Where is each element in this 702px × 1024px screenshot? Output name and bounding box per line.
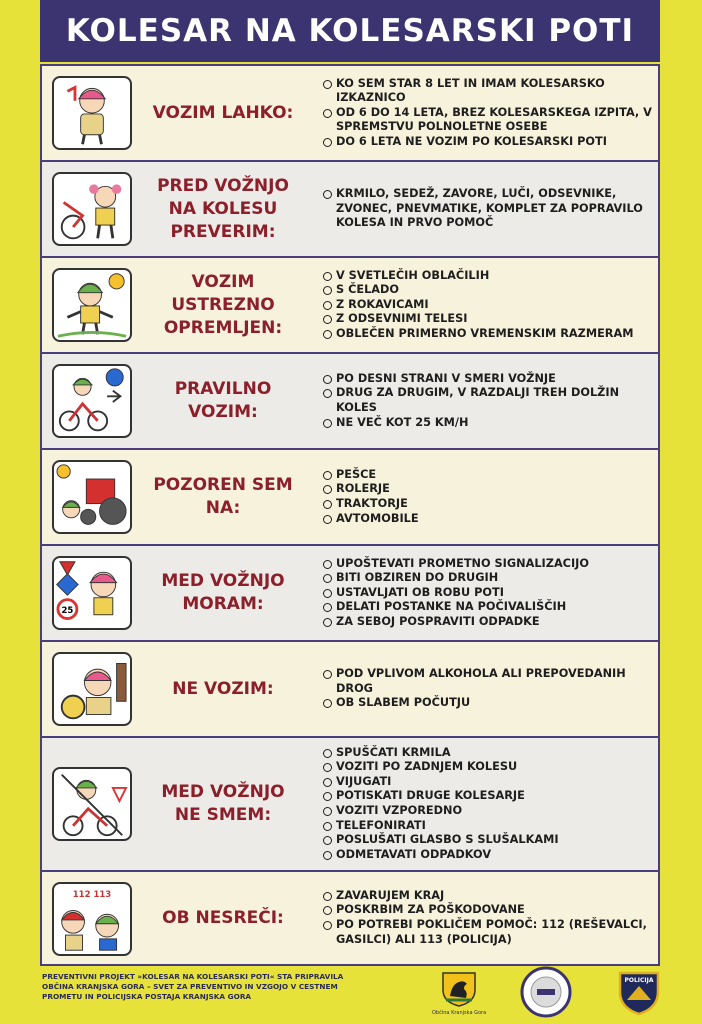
- section-item: OB SLABEM POČUTJU: [322, 696, 656, 711]
- section-label-line: NE SMEM:: [174, 805, 272, 825]
- section-label-line: NA:: [205, 498, 241, 518]
- section-label-line: PREVERIM:: [170, 221, 276, 242]
- section-item: POTISKATI DRUGE KOLESARJE: [322, 789, 656, 804]
- section-label: [138, 738, 308, 870]
- section-item: S ČELADO: [322, 283, 656, 298]
- preventive-badge-icon: [520, 966, 572, 1018]
- police-shield-icon: [617, 970, 661, 1016]
- section-item: AVTOMOBILE: [322, 512, 656, 527]
- section-pictogram-icon: [52, 268, 132, 342]
- section-item: ZAVARUJEM KRAJ: [322, 889, 656, 904]
- section-item: OD 6 DO 14 LETA, BREZ KOLESARSKEGA IZPITA, V SPREMSTVU POLNOLETNE OSEBE: [322, 106, 656, 135]
- section-item: TELEFONIRATI: [322, 819, 656, 834]
- section-item: DRUG ZA DRUGIM, V RAZDALJI TREH DOLŽIN KOLES: [322, 386, 656, 415]
- section-items: [322, 872, 656, 964]
- police-logo-text: POLICIJA: [624, 977, 654, 984]
- section-items: [322, 258, 656, 352]
- section-row: [40, 640, 660, 736]
- section-label-line: VOZIM: [191, 271, 255, 292]
- section-item: ODMETAVATI ODPADKOV: [322, 848, 656, 863]
- kranjska-gora-crest-logo: [432, 970, 486, 1016]
- section-pictogram-icon: [52, 767, 132, 841]
- section-pictogram-icon: [52, 76, 132, 150]
- section-item: KO SEM STAR 8 LET IN IMAM KOLESARSKO IZKAZNICO: [322, 77, 656, 106]
- poster: [40, 0, 660, 960]
- section-items: [322, 738, 656, 870]
- svg-text:25: 25: [61, 605, 74, 616]
- section-row: [40, 256, 660, 352]
- section-label-line: PRAVILNO: [174, 379, 272, 399]
- section-label-line: USTREZNO: [171, 294, 275, 315]
- section-item: OBLEČEN PRIMERNO VREMENSKIM RAZMERAM: [322, 327, 656, 342]
- section-items: [322, 450, 656, 544]
- section-item: POD VPLIVOM ALKOHOLA ALI PREPOVEDANIH DROG: [322, 667, 656, 696]
- crest-caption: Občina Kranjska Gora: [432, 1010, 487, 1016]
- section-label-line: OPREMLJEN:: [163, 317, 283, 338]
- preventive-council-logo: [520, 966, 572, 1018]
- section-label-line: MORAM:: [182, 594, 264, 614]
- section-item: PO DESNI STRANI V SMERI VOŽNJE: [322, 372, 656, 387]
- section-label: [138, 162, 308, 256]
- section-item: UPOŠTEVATI PROMETNO SIGNALIZACIJO: [322, 557, 656, 572]
- section-item: BITI OBZIREN DO DRUGIH: [322, 571, 656, 586]
- section-item: KRMILO, SEDEŽ, ZAVORE, LUČI, ODSEVNIKE, ZVONEC, PNEVMATIKE, KOMPLET ZA POPRAVILO KOLESA IN PRVO POMOČ: [322, 187, 656, 231]
- poster-title: KOLESAR NA KOLESARSKI POTI: [40, 0, 660, 62]
- section-item: PO POTREBI POKLIČEM POMOČ: 112 (REŠEVALCI, GASILCI) ALI 113 (POLICIJA): [322, 918, 656, 947]
- section-label: [138, 258, 308, 352]
- section-item: ZA SEBOJ POSPRAVITI ODPADKE: [322, 615, 656, 630]
- section-item: V SVETLEČIH OBLAČILIH: [322, 269, 656, 284]
- section-label-line: OB NESREČI:: [162, 907, 284, 928]
- section-row: [40, 160, 660, 256]
- section-label-line: MED VOŽNJO: [161, 782, 285, 802]
- section-label-line: MED VOŽNJO: [161, 571, 285, 591]
- section-items: [322, 546, 656, 640]
- section-item: TRAKTORJE: [322, 497, 656, 512]
- section-pictogram-icon: [52, 460, 132, 534]
- crest-icon: [440, 970, 478, 1008]
- section-label: [138, 642, 308, 736]
- section-item: POSKRBIM ZA POŠKODOVANE: [322, 903, 656, 918]
- section-row: [40, 64, 660, 160]
- section-item: USTAVLJATI OB ROBU POTI: [322, 586, 656, 601]
- section-label: [138, 546, 308, 640]
- section-label-line: NA KOLESU: [168, 198, 278, 219]
- sections: [40, 64, 660, 966]
- section-label: [138, 450, 308, 544]
- section-items: [322, 66, 656, 160]
- section-row: [40, 544, 660, 640]
- section-item: VOZITI VZPOREDNO: [322, 804, 656, 819]
- section-items: [322, 642, 656, 736]
- section-row: [40, 870, 660, 966]
- section-label: [138, 66, 308, 160]
- section-item: Z ODSEVNIMI TELESI: [322, 312, 656, 327]
- section-item: NE VEČ KOT 25 KM/H: [322, 416, 656, 431]
- section-items: [322, 162, 656, 256]
- section-pictogram-icon: [52, 652, 132, 726]
- section-label-line: POZOREN SEM: [153, 475, 293, 495]
- section-item: ROLERJE: [322, 482, 656, 497]
- section-label: [138, 354, 308, 448]
- footer-line: PREVENTIVNI PROJEKT »KOLESAR NA KOLESARSKI POTI« STA PRIPRAVILA: [42, 972, 344, 981]
- section-item: DO 6 LETA NE VOZIM PO KOLESARSKI POTI: [322, 135, 656, 150]
- section-item: DELATI POSTANKE NA POČIVALIŠČIH: [322, 600, 656, 615]
- footer-line: PROMETU IN POLICIJSKA POSTAJA KRANJSKA GORA: [42, 992, 252, 1001]
- section-label-line: NE VOZIM:: [172, 678, 274, 699]
- section-label: [138, 872, 308, 964]
- section-item: Z ROKAVICAMI: [322, 298, 656, 313]
- section-items: [322, 354, 656, 448]
- section-item: SPUŠČATI KRMILA: [322, 746, 656, 761]
- section-row: [40, 736, 660, 870]
- section-row: [40, 352, 660, 448]
- section-item: VIJUGATI: [322, 775, 656, 790]
- section-item: VOZITI PO ZADNJEM KOLESU: [322, 760, 656, 775]
- section-pictogram-icon: [52, 882, 132, 956]
- section-item: POSLUŠATI GLASBO S SLUŠALKAMI: [322, 833, 656, 848]
- section-pictogram-icon: [52, 556, 132, 630]
- section-row: [40, 448, 660, 544]
- footer-credits: [42, 972, 382, 1002]
- police-logo: [617, 970, 661, 1016]
- section-item: PEŠCE: [322, 468, 656, 483]
- section-label-line: VOZIM LAHKO:: [152, 102, 294, 123]
- section-pictogram-icon: [52, 364, 132, 438]
- section-label-line: VOZIM:: [188, 402, 258, 422]
- section-label-line: PRED VOŽNJO: [157, 175, 289, 196]
- svg-text:112 113: 112 113: [72, 890, 112, 901]
- section-pictogram-icon: [52, 172, 132, 246]
- footer-line: OBČINA KRANJSKA GORA – SVET ZA PREVENTIVO IN VZGOJO V CESTNEM: [42, 982, 338, 991]
